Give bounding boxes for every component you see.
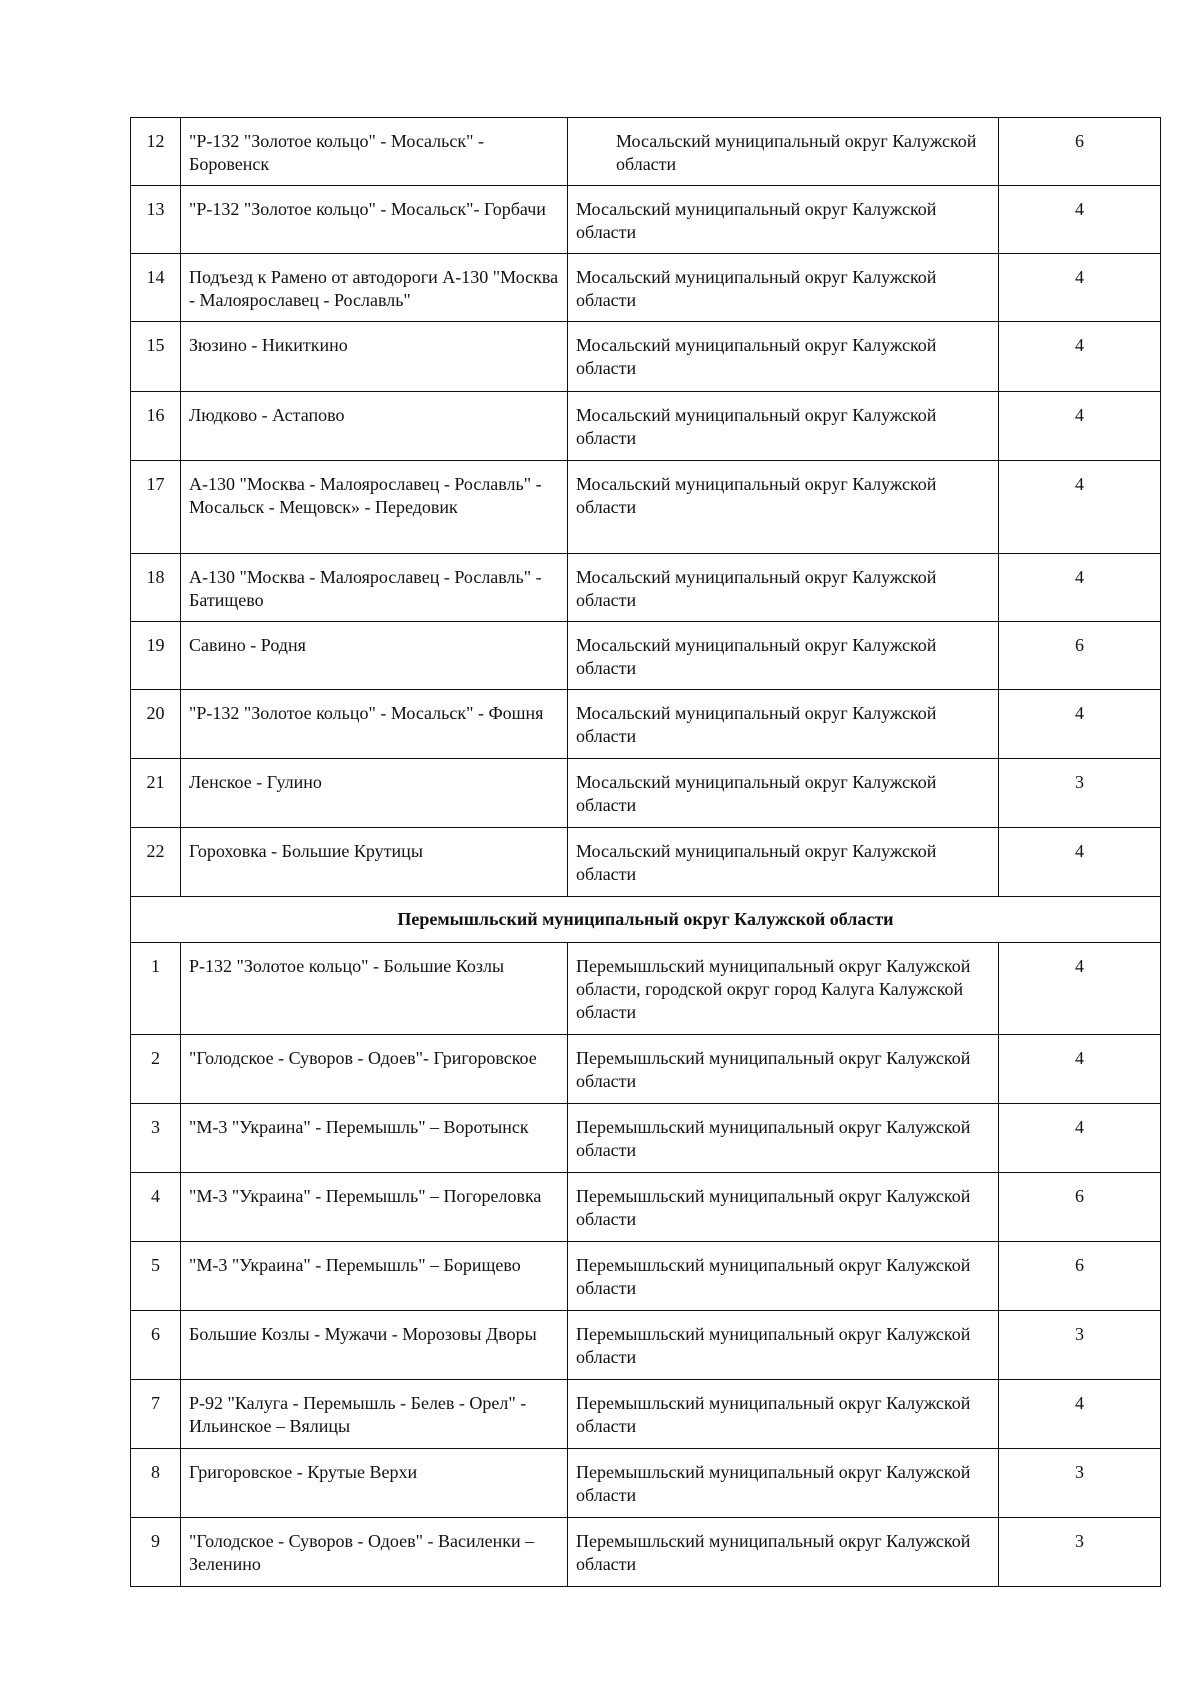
road-value: 4 [999,254,1161,322]
municipal-area: Перемышльский муниципальный округ Калужской области, городской округ город Калуга Калужской области [568,943,999,1035]
road-value: 4 [999,1104,1161,1173]
road-name: Большие Козлы - Мужачи - Морозовы Дворы [181,1311,568,1380]
road-name: Подъезд к Рамено от автодороги А-130 "Москва - Малоярославец - Рославль" [181,254,568,322]
roads-table-body [131,118,1161,1587]
road-name: "М-3 "Украина" - Перемышль" – Погореловка [181,1173,568,1242]
municipal-area: Мосальский муниципальный округ Калужской области [568,759,999,828]
table-row [131,461,1161,554]
road-name: "Голодское - Суворов - Одоев" - Василенки – Зеленино [181,1518,568,1587]
municipal-area: Мосальский муниципальный округ Калужской области [568,622,999,690]
road-value: 4 [999,690,1161,759]
row-number: 1 [131,943,181,1035]
road-value: 4 [999,461,1161,554]
road-name: Р-92 "Калуга - Перемышль - Белев - Орел" - Ильинское – Вялицы [181,1380,568,1449]
table-row [131,1449,1161,1518]
row-number: 7 [131,1380,181,1449]
table-row [131,1242,1161,1311]
municipal-area: Мосальский муниципальный округ Калужской области [568,186,999,254]
road-name: А-130 "Москва - Малоярославец - Рославль" - Батищево [181,554,568,622]
municipal-area: Мосальский муниципальный округ Калужской области [568,554,999,622]
row-number: 3 [131,1104,181,1173]
table-row [131,392,1161,461]
table-row [131,554,1161,622]
table-row [131,1104,1161,1173]
roads-table [130,117,1161,1587]
road-name: "Голодское - Суворов - Одоев"- Григоровское [181,1035,568,1104]
road-value: 4 [999,392,1161,461]
road-name: "М-3 "Украина" - Перемышль" – Воротынск [181,1104,568,1173]
table-row [131,943,1161,1035]
row-number: 9 [131,1518,181,1587]
road-value: 6 [999,622,1161,690]
road-value: 6 [999,1242,1161,1311]
road-name: Зюзино - Никиткино [181,322,568,392]
road-name: "Р-132 "Золотое кольцо" - Мосальск"- Горбачи [181,186,568,254]
municipal-area: Мосальский муниципальный округ Калужской области [568,254,999,322]
table-row [131,690,1161,759]
municipal-area: Мосальский муниципальный округ Калужской области [568,322,999,392]
municipal-area: Мосальский муниципальный округ Калужской области [568,392,999,461]
row-number: 5 [131,1242,181,1311]
municipal-area: Мосальский муниципальный округ Калужской области [568,118,999,186]
municipal-area: Мосальский муниципальный округ Калужской области [568,690,999,759]
road-name: Людково - Астапово [181,392,568,461]
road-value: 4 [999,554,1161,622]
row-number: 17 [131,461,181,554]
table-row [131,828,1161,897]
row-number: 16 [131,392,181,461]
row-number: 12 [131,118,181,186]
road-name: "Р-132 "Золотое кольцо" - Мосальск" - Фошня [181,690,568,759]
road-value: 6 [999,118,1161,186]
road-value: 4 [999,1035,1161,1104]
table-row [131,1311,1161,1380]
road-name: "М-3 "Украина" - Перемышль" – Борищево [181,1242,568,1311]
road-name: Григоровское - Крутые Верхи [181,1449,568,1518]
municipal-area: Перемышльский муниципальный округ Калужской области [568,1380,999,1449]
row-number: 6 [131,1311,181,1380]
row-number: 18 [131,554,181,622]
table-row [131,118,1161,186]
road-value: 4 [999,186,1161,254]
municipal-area: Перемышльский муниципальный округ Калужской области [568,1311,999,1380]
row-number: 2 [131,1035,181,1104]
municipal-area: Мосальский муниципальный округ Калужской области [568,828,999,897]
road-name: Савино - Родня [181,622,568,690]
municipal-area: Мосальский муниципальный округ Калужской области [568,461,999,554]
table-row [131,759,1161,828]
row-number: 14 [131,254,181,322]
table-row [131,622,1161,690]
road-name: Ленское - Гулино [181,759,568,828]
section-header-row [131,897,1161,943]
row-number: 19 [131,622,181,690]
municipal-area: Перемышльский муниципальный округ Калужской области [568,1242,999,1311]
road-value: 3 [999,1449,1161,1518]
table-row [131,254,1161,322]
road-name: Гороховка - Большие Крутицы [181,828,568,897]
road-value: 4 [999,322,1161,392]
row-number: 22 [131,828,181,897]
table-row [131,1518,1161,1587]
section-title: Перемышльский муниципальный округ Калужской области [131,897,1161,943]
road-value: 4 [999,828,1161,897]
road-value: 6 [999,1173,1161,1242]
municipal-area: Перемышльский муниципальный округ Калужской области [568,1518,999,1587]
table-row [131,1380,1161,1449]
row-number: 15 [131,322,181,392]
municipal-area: Перемышльский муниципальный округ Калужской области [568,1449,999,1518]
row-number: 8 [131,1449,181,1518]
municipal-area: Перемышльский муниципальный округ Калужской области [568,1104,999,1173]
row-number: 13 [131,186,181,254]
municipal-area: Перемышльский муниципальный округ Калужской области [568,1173,999,1242]
road-value: 3 [999,759,1161,828]
road-value: 3 [999,1518,1161,1587]
table-row [131,186,1161,254]
road-name: Р-132 "Золотое кольцо" - Большие Козлы [181,943,568,1035]
road-value: 4 [999,1380,1161,1449]
table-row [131,1173,1161,1242]
road-name: А-130 "Москва - Малоярославец - Рославль" - Мосальск - Мещовск» - Передовик [181,461,568,554]
row-number: 21 [131,759,181,828]
table-row [131,322,1161,392]
road-name: "Р-132 "Золотое кольцо" - Мосальск" - Боровенск [181,118,568,186]
row-number: 4 [131,1173,181,1242]
road-value: 3 [999,1311,1161,1380]
table-row [131,1035,1161,1104]
road-value: 4 [999,943,1161,1035]
row-number: 20 [131,690,181,759]
municipal-area: Перемышльский муниципальный округ Калужской области [568,1035,999,1104]
